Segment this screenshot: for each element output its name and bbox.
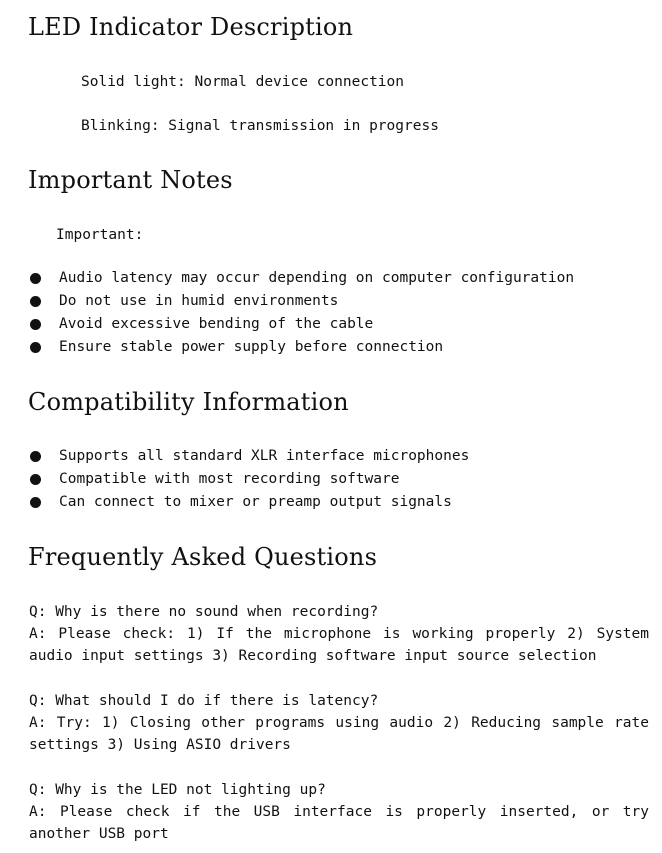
notes-item-text: Do not use in humid environments (59, 293, 339, 309)
compat-list-item (28, 469, 469, 492)
bullet-icon (30, 451, 41, 462)
compat-item-text: Supports all standard XLR interface microphones (59, 448, 470, 464)
faq-answer: A: Try: 1) Closing other programs using audio 2) Reducing sample rate settings 3) Using ASIO drivers (29, 715, 649, 753)
notes-list-item (28, 314, 574, 337)
notes-item-text: Audio latency may occur depending on computer configuration (59, 270, 575, 286)
faq-answer: A: Please check if the USB interface is properly inserted, or try another USB port (29, 804, 649, 842)
bullet-icon (30, 474, 41, 485)
compat-section-title: Compatibility Information (28, 388, 349, 416)
faq-question: Q: What should I do if there is latency? (29, 693, 379, 709)
compat-list (28, 446, 469, 515)
notes-list-item (28, 268, 574, 291)
led-section-title: LED Indicator Description (28, 13, 354, 41)
bullet-icon (30, 296, 41, 307)
led-blinking-description: Blinking: Signal transmission in progress (81, 118, 439, 134)
notes-important-label: Important: (56, 227, 144, 243)
faq-item (29, 601, 649, 667)
compat-list-item (28, 446, 469, 469)
notes-item-text: Ensure stable power supply before connection (59, 339, 444, 355)
notes-section-title: Important Notes (28, 166, 233, 194)
compat-item-text: Can connect to mixer or preamp output signals (59, 494, 452, 510)
notes-list (28, 268, 574, 360)
bullet-icon (30, 497, 41, 508)
compat-item-text: Compatible with most recording software (59, 471, 400, 487)
faq-section-title: Frequently Asked Questions (28, 543, 378, 571)
faq-item (29, 690, 649, 756)
bullet-icon (30, 273, 41, 284)
faq-item (29, 779, 649, 845)
compat-list-item (28, 492, 469, 515)
notes-item-text: Avoid excessive bending of the cable (59, 316, 374, 332)
bullet-icon (30, 342, 41, 353)
faq-answer: A: Please check: 1) If the microphone is working properly 2) System audio input settings 3) Recording software input source selection (29, 626, 649, 664)
led-solid-description: Solid light: Normal device connection (81, 74, 405, 90)
notes-list-item (28, 337, 574, 360)
faq-question: Q: Why is there no sound when recording? (29, 604, 379, 620)
notes-list-item (28, 291, 574, 314)
bullet-icon (30, 319, 41, 330)
faq-question: Q: Why is the LED not lighting up? (29, 782, 326, 798)
